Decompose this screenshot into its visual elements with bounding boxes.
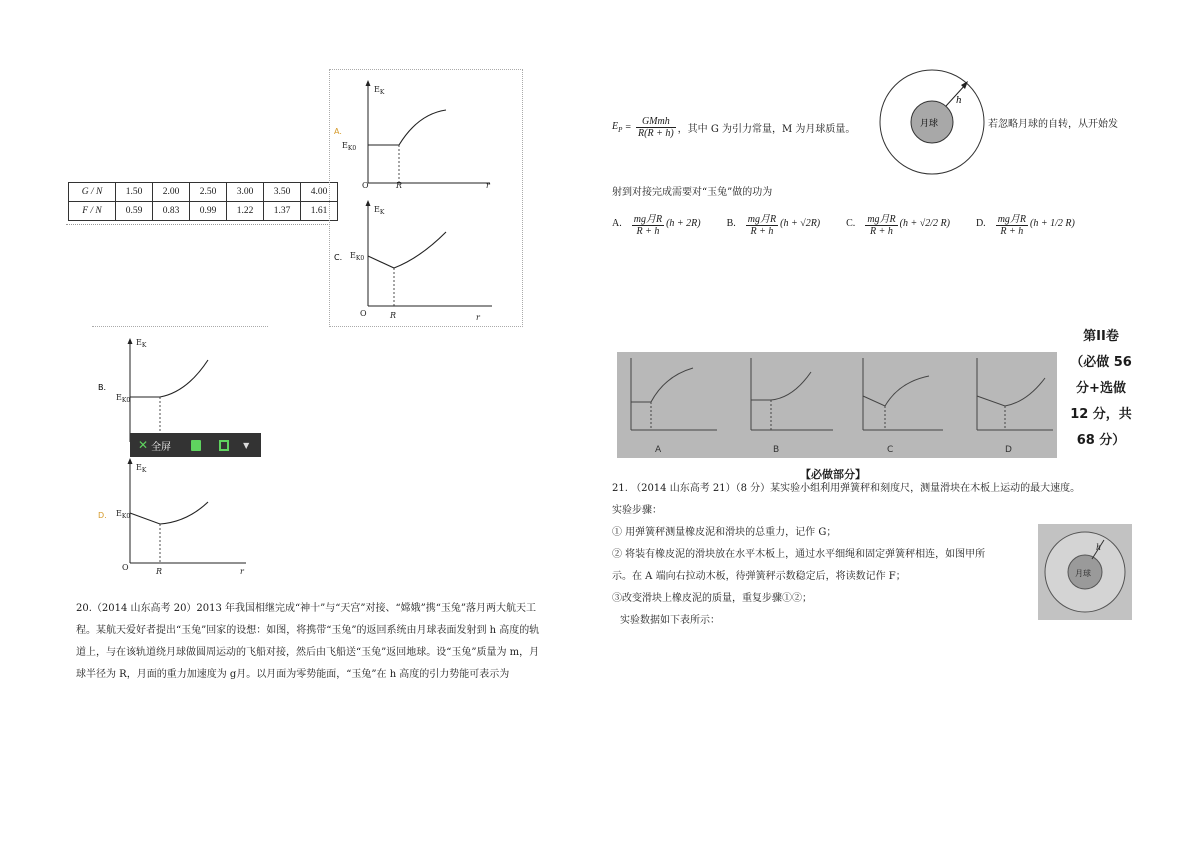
fullscreen-button[interactable] [138, 438, 171, 453]
photo-label-d: D [1005, 445, 1012, 455]
option-b-label: B. [98, 383, 107, 392]
question-20 [76, 598, 596, 686]
r-mark-label: R [390, 311, 397, 320]
ek0-label: $E_{K0}$ [342, 141, 357, 152]
table-cell: 2.00 [153, 183, 190, 202]
table-cell: 1.22 [227, 202, 264, 221]
moon-orbit-diagram [876, 64, 988, 176]
question-text: ① 用弹簧秤测量橡皮泥和滑块的总重力，记作 G； [612, 527, 837, 538]
table-row [69, 183, 338, 202]
fullscreen-label: 全屏 [151, 441, 172, 453]
question-text: 21. （2014 山东高考 21）（8 分）某实验小组利用弹簧秤和刻度尺，测量滑块在木板上运动的最大速度。 [612, 483, 1081, 494]
r-mark-label: R [156, 567, 163, 576]
chevron-down-icon[interactable]: ▼ [243, 440, 250, 450]
ek0-label: $E_{K0}$ [116, 509, 131, 520]
origin-label: O [122, 563, 129, 572]
table-cell: 4.00 [301, 183, 338, 202]
photo-label-b: B [773, 445, 780, 455]
axis-ek-label: $E_K$ [136, 463, 147, 474]
table-cell: 3.00 [227, 183, 264, 202]
graph-ac-svg [330, 70, 522, 326]
formula-text: ，其中 G 为引力常量，M 为月球质量。 [677, 123, 856, 135]
question-text: 实验数据如下表所示： [620, 615, 720, 626]
question-text: ② 将装有橡皮泥的滑块放在水平木板上，通过水平细绳和固定弹簧秤相连，如图甲所 [612, 549, 986, 560]
save-button[interactable] [191, 440, 201, 451]
choice-c[interactable]: C. $\frac{\text{mg月R}}{R + h}$ (h + √2/2 R) [846, 210, 950, 237]
table-cell: 3.50 [264, 183, 301, 202]
section-heading: 第II卷 （必做 56 分+选做 12 分，共 68 分） [1070, 329, 1132, 448]
work-text: 射到对接完成需要对“玉兔”做的功为 [612, 187, 773, 198]
table-cell: 1.50 [116, 183, 153, 202]
table-cell: 0.59 [116, 202, 153, 221]
axis-ek-label: $E_K$ [136, 338, 147, 349]
fullscreen-icon: ✕ [138, 438, 149, 452]
option-a-label: A. [334, 127, 342, 136]
table-header: G / N [69, 183, 116, 202]
svg-text:h: h [1096, 543, 1102, 552]
potential-energy-formula: $E_P$ = $\frac{\text{GMmh}}{R(R + h)}$ ，其中 G 为引力常量，M 为月球质量。 [612, 115, 856, 139]
r-axis-label: r [240, 567, 244, 576]
formula-tail-text: 若忽略月球的自转，从开始发 [988, 119, 1118, 130]
r-axis-label: r [486, 181, 490, 190]
divider [66, 224, 328, 225]
required-section-title: 【必做部分】 [800, 468, 866, 481]
photo-label-c: C [887, 445, 894, 455]
option-d-label: D. [98, 511, 107, 520]
question-text: 实验步骤： [612, 505, 662, 516]
question-text: ③改变滑块上橡皮泥的质量，重复步骤①②； [612, 593, 812, 604]
choice-a[interactable]: A. $\frac{\text{mg月R}}{R + h}$ (h + 2R) [612, 210, 701, 237]
table-row [69, 202, 338, 221]
share-button[interactable] [219, 440, 229, 451]
divider [92, 326, 268, 327]
h-label: h [956, 96, 962, 106]
graph-panel-ac [329, 69, 523, 327]
question-text: 球半径为 R，月面的重力加速度为 g月。以月面为零势能面，“玉兔”在 h 高度的引力势能可表示为 [76, 669, 510, 680]
answer-choices [612, 210, 1075, 237]
table-cell: 0.99 [190, 202, 227, 221]
question-text: 道上，与在该轨道绕月球做圆周运动的飞船对接，然后由飞船送“玉兔”返回地球。设“玉兔”质量为 m，月 [76, 647, 540, 658]
origin-label: O [362, 181, 369, 190]
photo-label-a: A [655, 445, 662, 455]
question-text: 示。在 A 端向右拉动木板，待弹簧秤示数稳定后，将读数记作 F； [612, 571, 906, 582]
moon-photo [1038, 524, 1132, 620]
r-mark-label: R [396, 181, 403, 190]
choice-b[interactable]: B. $\frac{\text{mg月R}}{R + h}$ (h + √2R) [727, 210, 821, 237]
question-text: 程。某航天爱好者提出“玉兔”回家的设想：如图，将携带“玉兔”的返回系统由月球表面发射到 h 高度的轨 [76, 625, 540, 636]
moon-label: 月球 [920, 119, 939, 129]
origin-label: O [360, 309, 367, 318]
ek0-label: $E_{K0}$ [350, 251, 365, 262]
axis-ek-label: $E_K$ [374, 205, 385, 216]
fraction: $\frac{\text{GMmh}}{R(R + h)}$ [638, 115, 674, 139]
data-table [68, 182, 338, 221]
table-cell: 2.50 [190, 183, 227, 202]
image-toolbar [130, 433, 261, 457]
svg-text:月球: 月球 [1075, 569, 1091, 578]
axis-ek-label: $E_K$ [374, 85, 385, 96]
scanned-graphs-image [617, 352, 1057, 458]
ek0-label: $E_{K0}$ [116, 393, 131, 404]
choice-d[interactable]: D. $\frac{\text{mg月R}}{R + h}$ (h + 1/2 R) [976, 210, 1075, 237]
r-axis-label: r [476, 313, 480, 322]
ep-symbol: $E_P$ [612, 120, 623, 134]
table-cell: 1.61 [301, 202, 338, 221]
option-c-label: C. [334, 253, 343, 262]
question-21 [612, 478, 1081, 632]
table-header: F / N [69, 202, 116, 221]
table-cell: 1.37 [264, 202, 301, 221]
table-cell: 0.83 [153, 202, 190, 221]
question-text: 20.（2014 山东高考 20）2013 年我国相继完成“神十”与“天宫”对接、“嫦娥”携“玉兔”落月两大航天工 [76, 603, 536, 614]
